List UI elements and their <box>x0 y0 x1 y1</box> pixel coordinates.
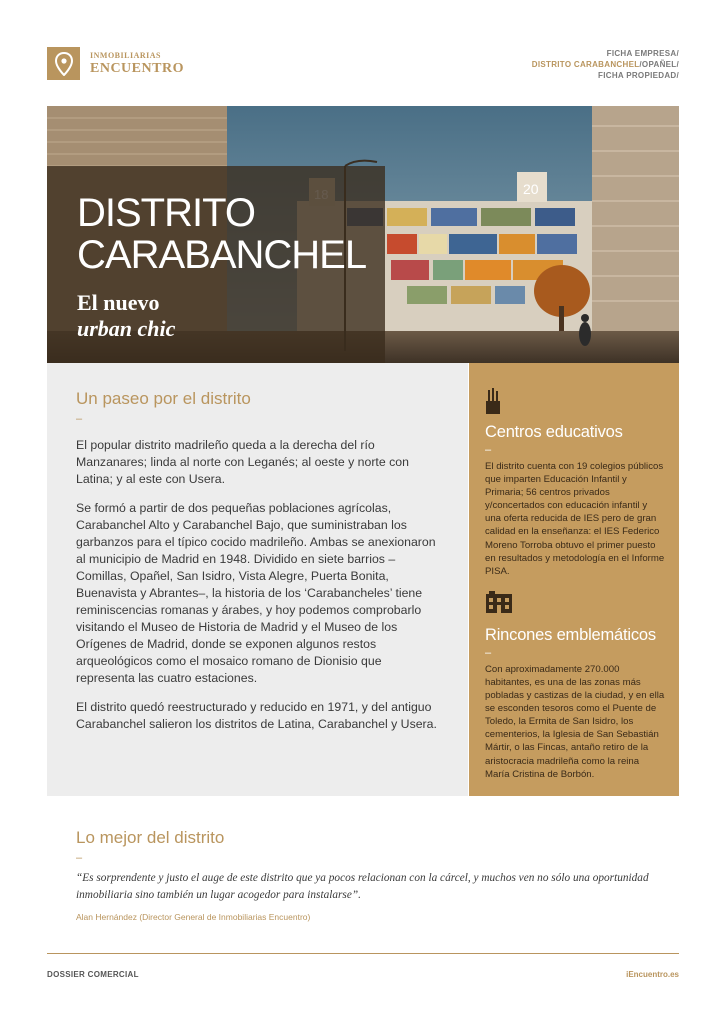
section-heading-rincones: Rincones emblemáticos <box>485 625 656 644</box>
hero-subtitle-line1: El nuevo <box>77 290 160 315</box>
sign-20: 20 <box>523 181 539 197</box>
best-dash: – <box>76 852 83 864</box>
page-title: DISTRITO CARABANCHEL <box>77 191 367 277</box>
main-paragraph: El popular distrito madrileño queda a la derecha del río Manzanares; linda al norte con Leganés; al oeste y norte con Latina; y al este con Usera. <box>76 438 409 486</box>
breadcrumb <box>532 48 679 81</box>
breadcrumb-item-empresa[interactable]: FICHA EMPRESA/ <box>606 49 679 58</box>
breadcrumb-item-propiedad[interactable]: FICHA PROPIEDAD/ <box>598 71 679 80</box>
footer-website-link[interactable]: iEncuentro.es <box>626 970 679 979</box>
breadcrumb-item-carabanchel[interactable]: DISTRITO CARABANCHEL <box>531 60 640 69</box>
main-paragraph: Se formó a partir de dos pequeñas poblaciones agrícolas, Carabanchel Alto y Carabanchel Bajo, que suministraban los garbanzos para el típico cocido madrileño. Ambas se anexionaron al municipio de Madrid en 1948. Dividido en siete barrios –Comillas, Opañel, San Isidro, Vista Alegre, Puerta Bonita, Buenavista y Abrantes–, la historia de los ‘Carabancheles’ tiene reminiscencias romanas y árabes, y hoy podemos comprobarlo visitando el Museo de Historia de Madrid y el Museo de los Orígenes de Madrid, donde se exponen algunos restos arqueológicos como el mosaico romano de Dionisio que representa las cuatro estaciones. <box>76 501 436 685</box>
hero-banner <box>47 106 679 363</box>
logo-small-text: INMOBILIARIAS <box>90 51 161 60</box>
best-section <box>76 828 676 922</box>
section-text-educativos: El distrito cuenta con 19 colegios públicos que imparten Educación Infantil y Primaria; 56 centros privados y/concertados con educación infantil y una oferta reducida de IES pero de gran calidad en la enseñanza: el IES Federico Moreno Torroba obtuvo el primer puesto en resultados y metodología en el Informe PISA. <box>485 461 665 577</box>
sidebar <box>469 363 679 796</box>
main-paragraph: El distrito quedó reestructurado y reducido en 1971, y del antiguo Carabanchel salieron los distritos de Latina, Carabanchel y Usera. <box>76 700 437 731</box>
footer-divider <box>47 953 679 954</box>
breadcrumb-item-opanel[interactable]: /OPAÑEL/ <box>639 60 679 69</box>
testimonial-quote: “Es sorprendente y justo el auge de este distrito que ya pocos relacionan con la cárcel, y muchos ven no sólo una oportunidad inmobiliaria sino también un lugar acogedor para instalarse”. <box>76 872 649 901</box>
pencil-cup-icon <box>485 387 501 415</box>
section-heading-educativos: Centros educativos <box>485 423 623 441</box>
building-icon <box>485 590 513 614</box>
location-pin-icon <box>54 52 74 76</box>
main-heading: Un paseo por el distrito <box>76 389 251 408</box>
logo-mark <box>47 47 80 80</box>
footer-label: DOSSIER COMERCIAL <box>47 970 139 979</box>
testimonial-author: Alan Hernández (Director General de Inmobiliarias Encuentro) <box>76 912 311 922</box>
hero-subtitle-line2: urban chic <box>77 316 176 341</box>
main-section <box>47 363 468 796</box>
logo[interactable] <box>90 52 184 76</box>
section-dash: – <box>485 444 492 456</box>
logo-big-text: ENCUENTRO <box>90 61 184 76</box>
best-heading: Lo mejor del distrito <box>76 828 225 847</box>
main-dash: – <box>76 413 83 425</box>
section-dash: – <box>485 646 492 659</box>
section-text-rincones: Con aproximadamente 270.000 habitantes, es una de las zonas más pobladas y castizas de la ciudad, y en ella se esconden tesoros como el Puente de Toledo, la Ermita de San Isidro, los cementerios, la Iglesia de San Sebastián Mártir, o las Fincas, antaño retiro de la aristocracia madrileña como la reina María Cristina de Borbón. <box>485 663 665 780</box>
